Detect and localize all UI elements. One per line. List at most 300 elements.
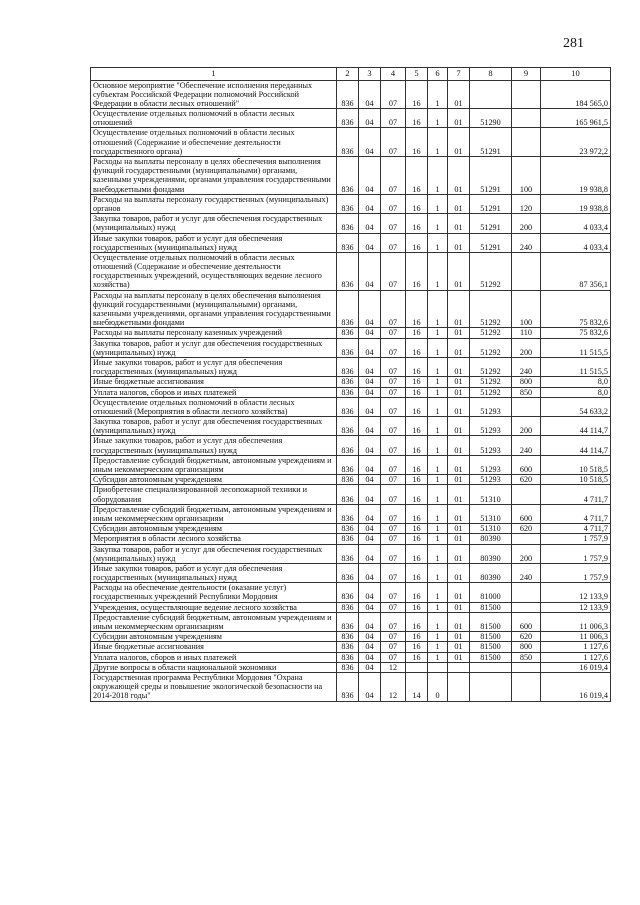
table-row	[91, 504, 611, 523]
row-code-cell: 07	[381, 128, 406, 157]
table-row	[91, 80, 611, 109]
row-code-cell: 51293	[470, 417, 512, 436]
row-code-cell: 07	[381, 436, 406, 455]
row-amount-cell: 11 006,3	[541, 612, 611, 631]
row-code-cell: 81500	[470, 612, 512, 631]
row-code-cell: 16	[406, 377, 428, 387]
table-row	[91, 583, 611, 602]
row-code-cell: 04	[359, 357, 381, 376]
row-code-cell: 110	[512, 328, 541, 338]
row-code-cell: 51293	[470, 455, 512, 474]
table-row	[91, 563, 611, 582]
row-amount-cell: 165 961,5	[541, 109, 611, 128]
row-name-cell: Закупка товаров, работ и услуг для обеспечения государственных (муниципальных) нужд	[91, 417, 337, 436]
row-code-cell: 51292	[470, 338, 512, 357]
row-code-cell: 200	[512, 544, 541, 563]
row-code-cell: 51292	[470, 290, 512, 328]
row-name-cell: Осуществление отдельных полномочий в области лесных отношений	[91, 109, 337, 128]
row-code-cell: 16	[406, 534, 428, 544]
row-code-cell	[512, 602, 541, 612]
row-amount-cell: 4 711,7	[541, 524, 611, 534]
row-code-cell: 836	[337, 417, 359, 436]
row-name-cell: Расходы на обеспечение деятельности (оказание услуг) государственных учреждений Республики Мордовия	[91, 583, 337, 602]
row-code-cell	[428, 662, 448, 672]
row-code-cell: 16	[406, 652, 428, 662]
row-code-cell: 836	[337, 612, 359, 631]
row-code-cell	[512, 109, 541, 128]
row-code-cell: 836	[337, 80, 359, 109]
row-code-cell: 51292	[470, 357, 512, 376]
row-code-cell: 16	[406, 583, 428, 602]
row-code-cell	[470, 662, 512, 672]
row-code-cell: 836	[337, 534, 359, 544]
row-code-cell: 16	[406, 109, 428, 128]
row-code-cell: 51293	[470, 436, 512, 455]
row-code-cell: 07	[381, 233, 406, 252]
row-amount-cell: 11 515,5	[541, 338, 611, 357]
row-code-cell: 01	[448, 642, 470, 652]
row-name-cell: Расходы на выплаты персоналу в целях обеспечения выполнения функций государственными (муниципальными) органами, казенными учреждениями, органами управления государственными внебюджетными фондами	[91, 290, 337, 328]
row-name-cell: Субсидии автономным учреждениям	[91, 475, 337, 485]
row-code-cell: 836	[337, 436, 359, 455]
row-code-cell: 01	[448, 632, 470, 642]
table-row	[91, 252, 611, 290]
row-name-cell: Субсидии автономным учреждениям	[91, 632, 337, 642]
row-code-cell: 836	[337, 387, 359, 397]
row-code-cell: 01	[448, 524, 470, 534]
row-code-cell: 16	[406, 214, 428, 233]
row-name-cell: Приобретение специализированной лесопожарной техники и оборудования	[91, 485, 337, 504]
row-code-cell: 16	[406, 328, 428, 338]
table-row	[91, 214, 611, 233]
row-code-cell: 1	[428, 602, 448, 612]
header-cell: 4	[381, 68, 406, 81]
row-code-cell	[512, 485, 541, 504]
table-row	[91, 128, 611, 157]
row-code-cell: 51291	[470, 233, 512, 252]
row-code-cell: 51292	[470, 377, 512, 387]
header-cell: 5	[406, 68, 428, 81]
row-name-cell: Расходы на выплаты персоналу в целях обеспечения выполнения функций государственными (муниципальными) органами, казенными учреждениями, органами управления государственными внебюджетными фондами	[91, 157, 337, 195]
row-code-cell: 07	[381, 328, 406, 338]
row-code-cell: 51292	[470, 387, 512, 397]
row-code-cell: 16	[406, 252, 428, 290]
row-code-cell: 01	[448, 583, 470, 602]
row-code-cell: 07	[381, 80, 406, 109]
row-code-cell: 100	[512, 157, 541, 195]
row-code-cell: 07	[381, 544, 406, 563]
row-code-cell: 51293	[470, 397, 512, 416]
row-amount-cell: 11 515,5	[541, 357, 611, 376]
row-amount-cell: 44 114,7	[541, 436, 611, 455]
row-code-cell: 836	[337, 157, 359, 195]
row-code-cell: 04	[359, 233, 381, 252]
row-code-cell: 51290	[470, 109, 512, 128]
row-name-cell: Предоставление субсидий бюджетным, автономным учреждениям и иным некоммерческим организациям	[91, 612, 337, 631]
row-code-cell: 07	[381, 602, 406, 612]
row-code-cell: 07	[381, 290, 406, 328]
row-code-cell: 07	[381, 652, 406, 662]
row-code-cell: 1	[428, 357, 448, 376]
row-amount-cell: 184 565,0	[541, 80, 611, 109]
row-code-cell	[512, 397, 541, 416]
table-row	[91, 338, 611, 357]
row-name-cell: Иные закупки товаров, работ и услуг для обеспечения государственных (муниципальных) нужд	[91, 357, 337, 376]
row-code-cell	[512, 534, 541, 544]
row-code-cell: 01	[448, 109, 470, 128]
row-amount-cell: 4 711,7	[541, 504, 611, 523]
row-code-cell: 07	[381, 534, 406, 544]
row-amount-cell: 19 938,8	[541, 194, 611, 213]
row-code-cell: 80390	[470, 544, 512, 563]
row-code-cell	[470, 672, 512, 701]
row-code-cell: 836	[337, 128, 359, 157]
row-code-cell: 1	[428, 455, 448, 474]
row-code-cell: 01	[448, 602, 470, 612]
row-code-cell: 07	[381, 357, 406, 376]
row-amount-cell: 12 133,9	[541, 602, 611, 612]
row-code-cell: 16	[406, 455, 428, 474]
row-code-cell: 07	[381, 504, 406, 523]
row-name-cell: Уплата налогов, сборов и иных платежей	[91, 387, 337, 397]
row-code-cell: 16	[406, 357, 428, 376]
header-row	[91, 68, 611, 81]
row-code-cell: 04	[359, 417, 381, 436]
row-code-cell: 1	[428, 109, 448, 128]
row-code-cell	[512, 252, 541, 290]
row-code-cell: 16	[406, 642, 428, 652]
table-row	[91, 397, 611, 416]
row-code-cell: 04	[359, 80, 381, 109]
row-name-cell: Осуществление отдельных полномочий в области лесных отношений (Мероприятия в области лесного хозяйства)	[91, 397, 337, 416]
row-amount-cell: 1 127,6	[541, 642, 611, 652]
row-name-cell: Учреждения, осуществляющие ведение лесного хозяйства	[91, 602, 337, 612]
row-code-cell: 04	[359, 612, 381, 631]
row-code-cell: 836	[337, 485, 359, 504]
row-code-cell: 01	[448, 338, 470, 357]
row-code-cell: 01	[448, 417, 470, 436]
row-code-cell: 836	[337, 252, 359, 290]
row-code-cell: 51291	[470, 128, 512, 157]
row-code-cell: 100	[512, 290, 541, 328]
row-code-cell: 04	[359, 436, 381, 455]
row-code-cell: 04	[359, 524, 381, 534]
row-code-cell: 07	[381, 417, 406, 436]
row-code-cell: 81500	[470, 642, 512, 652]
row-amount-cell: 10 518,5	[541, 475, 611, 485]
row-code-cell: 07	[381, 583, 406, 602]
row-code-cell: 01	[448, 328, 470, 338]
row-amount-cell: 4 033,4	[541, 214, 611, 233]
row-code-cell: 01	[448, 652, 470, 662]
row-code-cell: 04	[359, 534, 381, 544]
row-code-cell: 01	[448, 534, 470, 544]
row-code-cell: 01	[448, 612, 470, 631]
row-code-cell: 80390	[470, 534, 512, 544]
row-code-cell: 836	[337, 397, 359, 416]
row-code-cell: 12	[381, 672, 406, 701]
budget-table	[90, 67, 611, 702]
page-number: 281	[563, 36, 584, 51]
row-code-cell: 01	[448, 80, 470, 109]
table-row	[91, 602, 611, 612]
row-code-cell: 81000	[470, 583, 512, 602]
table-row	[91, 357, 611, 376]
header-cell: 3	[359, 68, 381, 81]
row-code-cell: 836	[337, 475, 359, 485]
row-code-cell: 07	[381, 377, 406, 387]
row-code-cell: 04	[359, 109, 381, 128]
row-code-cell: 14	[406, 672, 428, 701]
row-code-cell: 1	[428, 563, 448, 582]
row-code-cell: 836	[337, 290, 359, 328]
table-row	[91, 524, 611, 534]
row-code-cell: 04	[359, 290, 381, 328]
row-name-cell: Закупка товаров, работ и услуг для обеспечения государственных (муниципальных) нужд	[91, 338, 337, 357]
row-code-cell: 04	[359, 328, 381, 338]
row-code-cell: 1	[428, 475, 448, 485]
row-code-cell: 01	[448, 157, 470, 195]
row-code-cell: 04	[359, 194, 381, 213]
row-code-cell: 07	[381, 642, 406, 652]
row-code-cell: 16	[406, 128, 428, 157]
row-code-cell: 01	[448, 436, 470, 455]
row-code-cell: 16	[406, 397, 428, 416]
row-code-cell: 836	[337, 524, 359, 534]
row-code-cell: 1	[428, 328, 448, 338]
row-name-cell: Другие вопросы в области национальной экономики	[91, 662, 337, 672]
row-amount-cell: 54 633,2	[541, 397, 611, 416]
row-code-cell: 1	[428, 338, 448, 357]
table-row	[91, 157, 611, 195]
row-code-cell: 836	[337, 662, 359, 672]
row-code-cell: 16	[406, 80, 428, 109]
row-code-cell: 1	[428, 290, 448, 328]
row-code-cell: 836	[337, 214, 359, 233]
row-name-cell: Иные закупки товаров, работ и услуг для обеспечения государственных (муниципальных) нужд	[91, 233, 337, 252]
row-code-cell: 01	[448, 397, 470, 416]
row-code-cell: 836	[337, 194, 359, 213]
row-code-cell: 16	[406, 524, 428, 534]
row-name-cell: Иные бюджетные ассигнования	[91, 377, 337, 387]
row-code-cell: 850	[512, 652, 541, 662]
row-code-cell: 836	[337, 504, 359, 523]
row-code-cell	[512, 662, 541, 672]
row-code-cell: 240	[512, 357, 541, 376]
table-row	[91, 455, 611, 474]
row-code-cell: 01	[448, 563, 470, 582]
row-name-cell: Основное мероприятие "Обеспечение исполнения переданных субъектам Российской Федерации полномочий Российской Федерации в области лесных отношений"	[91, 80, 337, 109]
row-code-cell: 01	[448, 504, 470, 523]
row-code-cell: 800	[512, 377, 541, 387]
row-code-cell: 1	[428, 485, 448, 504]
row-amount-cell: 75 832,6	[541, 328, 611, 338]
row-code-cell: 04	[359, 377, 381, 387]
row-code-cell: 04	[359, 672, 381, 701]
row-code-cell: 07	[381, 455, 406, 474]
table-body	[91, 80, 611, 701]
row-code-cell	[448, 662, 470, 672]
row-code-cell: 04	[359, 544, 381, 563]
row-code-cell: 04	[359, 642, 381, 652]
row-code-cell: 16	[406, 602, 428, 612]
table-row	[91, 485, 611, 504]
row-code-cell: 600	[512, 455, 541, 474]
row-code-cell: 16	[406, 436, 428, 455]
row-code-cell: 620	[512, 475, 541, 485]
row-name-cell: Закупка товаров, работ и услуг для обеспечения государственных (муниципальных) нужд	[91, 544, 337, 563]
row-amount-cell: 1 757,9	[541, 534, 611, 544]
row-code-cell: 04	[359, 252, 381, 290]
row-code-cell: 07	[381, 524, 406, 534]
row-code-cell: 01	[448, 233, 470, 252]
row-code-cell: 1	[428, 544, 448, 563]
row-code-cell: 51310	[470, 524, 512, 534]
row-code-cell: 800	[512, 642, 541, 652]
row-code-cell: 51291	[470, 194, 512, 213]
row-amount-cell: 12 133,9	[541, 583, 611, 602]
row-amount-cell: 1 757,9	[541, 544, 611, 563]
table-row	[91, 290, 611, 328]
header-cell: 6	[428, 68, 448, 81]
row-code-cell: 07	[381, 387, 406, 397]
header-cell: 1	[91, 68, 337, 81]
row-code-cell: 07	[381, 475, 406, 485]
row-name-cell: Расходы на выплаты персоналу казенных учреждений	[91, 328, 337, 338]
row-code-cell: 04	[359, 387, 381, 397]
row-code-cell: 51292	[470, 328, 512, 338]
row-name-cell: Иные закупки товаров, работ и услуг для обеспечения государственных (муниципальных) нужд	[91, 436, 337, 455]
row-code-cell: 16	[406, 194, 428, 213]
row-code-cell: 836	[337, 233, 359, 252]
row-amount-cell: 10 518,5	[541, 455, 611, 474]
row-code-cell: 1	[428, 252, 448, 290]
row-name-cell: Закупка товаров, работ и услуг для обеспечения государственных (муниципальных) нужд	[91, 214, 337, 233]
row-amount-cell: 8,0	[541, 387, 611, 397]
row-code-cell: 07	[381, 157, 406, 195]
row-code-cell: 200	[512, 338, 541, 357]
row-code-cell: 16	[406, 544, 428, 563]
row-code-cell	[512, 80, 541, 109]
row-code-cell: 836	[337, 652, 359, 662]
row-code-cell: 01	[448, 194, 470, 213]
row-code-cell: 1	[428, 157, 448, 195]
row-code-cell: 04	[359, 455, 381, 474]
table-row	[91, 662, 611, 672]
row-name-cell: Предоставление субсидий бюджетным, автономным учреждениям и иным некоммерческим организациям	[91, 455, 337, 474]
row-name-cell: Расходы на выплаты персоналу государственных (муниципальных) органов	[91, 194, 337, 213]
row-code-cell: 16	[406, 157, 428, 195]
row-code-cell: 04	[359, 128, 381, 157]
row-code-cell: 200	[512, 417, 541, 436]
table-row	[91, 109, 611, 128]
row-code-cell: 07	[381, 563, 406, 582]
row-name-cell: Государственная программа Республики Мордовия "Охрана окружающей среды и повышение экологической безопасности на 2014-2018 годы"	[91, 672, 337, 701]
row-code-cell: 07	[381, 485, 406, 504]
row-code-cell: 16	[406, 475, 428, 485]
row-code-cell: 836	[337, 109, 359, 128]
row-code-cell: 1	[428, 233, 448, 252]
row-code-cell: 1	[428, 387, 448, 397]
row-code-cell: 16	[406, 632, 428, 642]
table-row	[91, 652, 611, 662]
row-code-cell: 1	[428, 417, 448, 436]
row-code-cell: 240	[512, 563, 541, 582]
row-code-cell: 1	[428, 534, 448, 544]
row-code-cell	[512, 672, 541, 701]
row-code-cell: 620	[512, 632, 541, 642]
row-code-cell: 51292	[470, 252, 512, 290]
row-code-cell: 04	[359, 338, 381, 357]
row-code-cell: 1	[428, 397, 448, 416]
row-code-cell: 01	[448, 455, 470, 474]
row-code-cell: 81500	[470, 602, 512, 612]
row-code-cell	[470, 80, 512, 109]
row-amount-cell: 44 114,7	[541, 417, 611, 436]
table-row	[91, 377, 611, 387]
row-code-cell: 1	[428, 377, 448, 387]
table-row	[91, 534, 611, 544]
row-code-cell: 836	[337, 455, 359, 474]
row-code-cell: 04	[359, 485, 381, 504]
row-code-cell: 01	[448, 387, 470, 397]
row-code-cell: 51293	[470, 475, 512, 485]
row-code-cell: 16	[406, 290, 428, 328]
header-cell: 9	[512, 68, 541, 81]
row-code-cell: 16	[406, 504, 428, 523]
row-code-cell: 836	[337, 357, 359, 376]
row-code-cell: 240	[512, 233, 541, 252]
row-code-cell: 1	[428, 214, 448, 233]
row-amount-cell: 16 019,4	[541, 662, 611, 672]
row-amount-cell: 4 711,7	[541, 485, 611, 504]
row-code-cell: 836	[337, 632, 359, 642]
row-code-cell: 01	[448, 357, 470, 376]
row-code-cell: 07	[381, 252, 406, 290]
row-name-cell: Осуществление отдельных полномочий в области лесных отношений (Содержание и обеспечение деятельности государственного органа)	[91, 128, 337, 157]
row-code-cell	[406, 662, 428, 672]
row-code-cell: 836	[337, 544, 359, 563]
row-code-cell: 0	[428, 672, 448, 701]
row-name-cell: Осуществление отдельных полномочий в области лесных отношений (Содержание и обеспечение деятельности государственных учреждений, осуществляющих ведение лесного хозяйства)	[91, 252, 337, 290]
row-code-cell: 240	[512, 436, 541, 455]
row-code-cell: 16	[406, 387, 428, 397]
row-code-cell: 04	[359, 214, 381, 233]
row-code-cell: 04	[359, 583, 381, 602]
row-code-cell: 1	[428, 436, 448, 455]
table-row	[91, 642, 611, 652]
row-name-cell: Мероприятия в области лесного хозяйства	[91, 534, 337, 544]
row-code-cell: 04	[359, 563, 381, 582]
row-code-cell: 04	[359, 632, 381, 642]
header-cell: 2	[337, 68, 359, 81]
row-code-cell: 01	[448, 252, 470, 290]
row-amount-cell: 87 356,1	[541, 252, 611, 290]
row-amount-cell: 1 757,9	[541, 563, 611, 582]
row-code-cell: 1	[428, 632, 448, 642]
row-code-cell: 600	[512, 504, 541, 523]
header-cell: 10	[541, 68, 611, 81]
table-row	[91, 612, 611, 631]
row-code-cell: 01	[448, 485, 470, 504]
row-code-cell: 200	[512, 214, 541, 233]
row-code-cell: 04	[359, 475, 381, 485]
row-name-cell: Иные бюджетные ассигнования	[91, 642, 337, 652]
row-code-cell: 51291	[470, 157, 512, 195]
header-cell: 7	[448, 68, 470, 81]
row-code-cell: 80390	[470, 563, 512, 582]
table-row	[91, 417, 611, 436]
